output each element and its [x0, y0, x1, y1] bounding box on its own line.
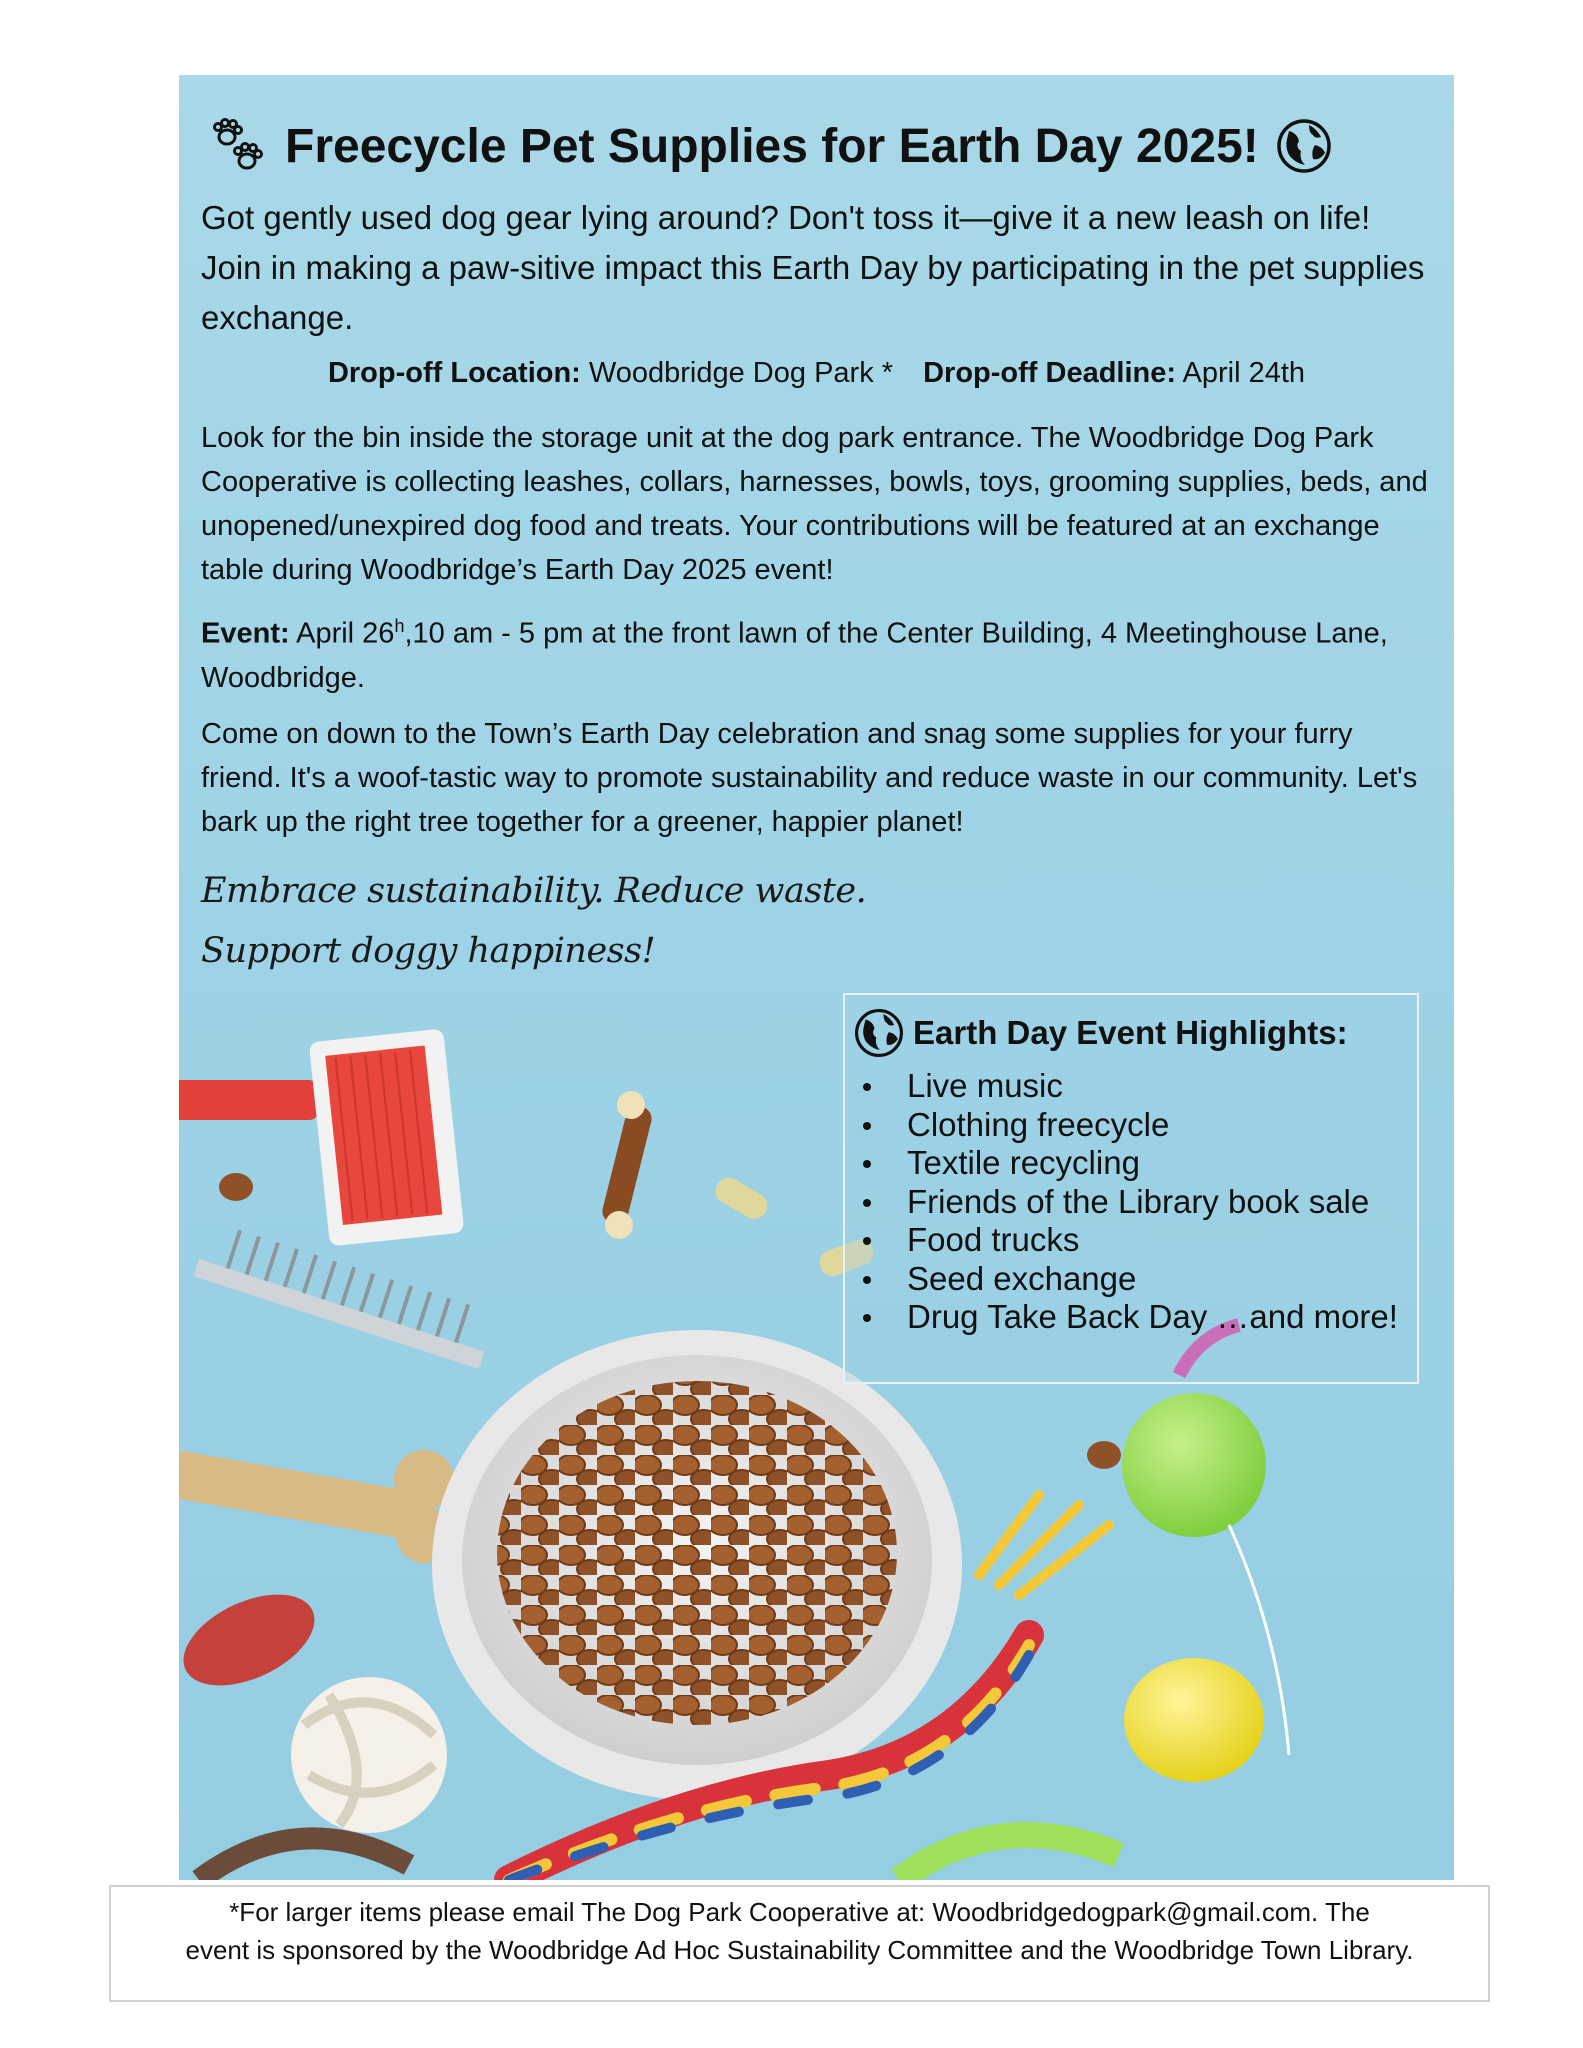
chew-bone-image — [179, 1448, 454, 1563]
globe-icon — [1275, 117, 1333, 175]
food-bowl-image — [432, 1330, 962, 1800]
kibble-piece — [219, 1173, 253, 1201]
list-item — [855, 1260, 1398, 1299]
highlight-text: Friends of the Library book sale — [907, 1182, 1370, 1220]
yellow-ball-image — [1124, 1658, 1264, 1782]
bullet-icon — [863, 1083, 871, 1091]
footer-note — [109, 1885, 1490, 2002]
comb-image — [194, 1230, 485, 1369]
flyer-title — [207, 111, 1427, 181]
tagline-line-2: Support doggy happiness! — [201, 931, 656, 971]
highlight-text: Textile recycling — [907, 1144, 1140, 1181]
highlights-title-text: Earth Day Event Highlights: — [913, 1014, 1348, 1051]
list-item — [855, 1106, 1398, 1145]
kibble-piece — [1087, 1441, 1121, 1469]
footer-line-1: *For larger items please email The Dog Park Cooperative at: Woodbridgedogpark@gmail.com. The — [229, 1897, 1370, 1927]
event-date: April 26 — [296, 617, 395, 650]
highlights-list — [855, 1067, 1398, 1337]
bullet-icon — [863, 1276, 871, 1284]
highlight-text: Drug Take Back Day …and more! — [907, 1298, 1398, 1335]
highlights-title — [853, 1007, 1348, 1059]
dropoff-deadline-label: Drop-off Deadline: — [923, 357, 1177, 389]
bullet-icon — [863, 1314, 871, 1322]
collar-image — [199, 1838, 409, 1880]
bullet-icon — [863, 1237, 871, 1245]
tagline — [201, 861, 866, 981]
highlight-text: Food trucks — [907, 1221, 1080, 1258]
bullet-icon — [863, 1199, 871, 1207]
event-label: Event: — [201, 617, 290, 650]
highlight-text: Seed exchange — [907, 1259, 1137, 1297]
footer-line-2: event is sponsored by the Woodbridge Ad Hoc Sustainability Committee and the Woodbridge Town Library. — [185, 1935, 1414, 1965]
event-date-suffix: h — [394, 616, 405, 636]
intro-paragraph: Got gently used dog gear lying around? Don't toss it—give it a new leash on life! Join in making a paw-sitive impact this Earth Day by participating in the pet supplies exchange. — [201, 199, 1425, 336]
flyer-title-text: Freecycle Pet Supplies for Earth Day 2025! — [285, 119, 1259, 173]
list-item — [855, 1067, 1398, 1106]
celebration-paragraph: Come on down to the Town’s Earth Day celebration and snag some supplies for your furry friend. It's a woof-tastic way to promote sustainability and reduce waste in our community. Let's bark up the right tree together for a greener, happier planet! — [201, 718, 1418, 838]
collection-paragraph: Look for the bin inside the storage unit at the dog park entrance. The Woodbridge Dog Park Cooperative is collecting leashes, collars, harnesses, bowls, toys, grooming supplies, beds, and unopened/unexpired dog food and treats. Your contributions will be featured at an exchange table during Woodbridge’s Earth Day 2025 event! — [201, 422, 1428, 586]
dropoff-deadline-value: April 24th — [1182, 357, 1306, 389]
slicker-brush-image — [179, 1028, 464, 1246]
list-item — [855, 1298, 1398, 1337]
list-item — [855, 1183, 1398, 1222]
flyer — [179, 75, 1454, 1880]
highlights-box — [843, 993, 1419, 1384]
rope-knot-image — [291, 1677, 447, 1833]
event-paragraph — [201, 604, 1433, 700]
dropoff-line — [179, 357, 1454, 390]
bullet-icon — [863, 1160, 871, 1168]
treat-bone-image — [600, 1091, 654, 1239]
list-item — [855, 1144, 1398, 1183]
red-treat-image — [179, 1576, 329, 1704]
event-details: ,10 am - 5 pm at the front lawn of the Center Building, 4 Meetinghouse Lane, Woodbridge. — [201, 617, 1388, 694]
globe-icon — [853, 1007, 905, 1059]
dropoff-location-value: Woodbridge Dog Park * — [588, 357, 894, 389]
tagline-line-1: Embrace sustainability. Reduce waste. — [201, 871, 867, 911]
dropoff-location-label: Drop-off Location: — [327, 357, 581, 389]
list-item — [855, 1221, 1398, 1260]
highlight-text: Live music — [907, 1067, 1063, 1104]
paw-prints-icon — [207, 115, 269, 177]
highlight-text: Clothing freecycle — [907, 1105, 1170, 1143]
green-ring-image — [899, 1835, 1119, 1880]
bullet-icon — [863, 1122, 871, 1130]
